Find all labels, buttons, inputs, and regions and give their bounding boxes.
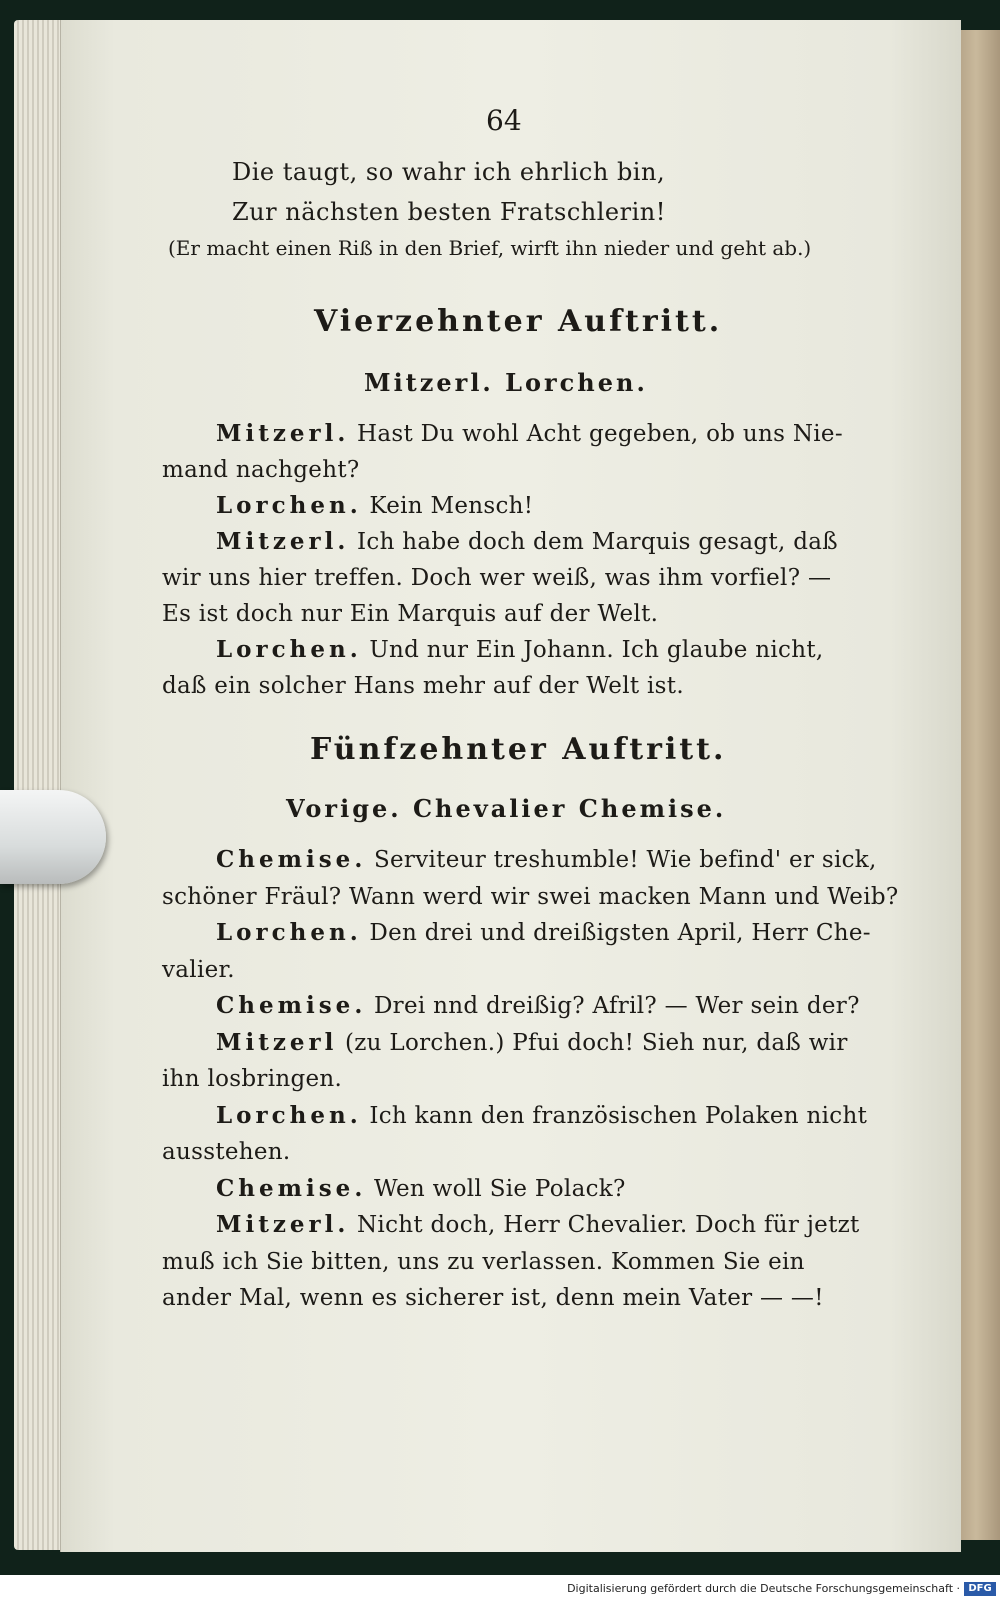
dialogue-line: [216, 1102, 867, 1129]
dialogue-text: Es ist doch nur Ein Marquis auf der Welt.: [162, 601, 659, 627]
dialogue-line: [216, 528, 838, 555]
dialogue-text: schöner Fräul? Wann werd wir swei macken Mann und Weib?: [162, 883, 899, 910]
speaker-name: Mitzerl.: [216, 1211, 350, 1238]
dialogue-line: [162, 1065, 342, 1092]
dialogue-text: (zu Lorchen.) Pfui doch! Sieh nur, daß wir: [337, 1029, 848, 1056]
dialogue-line: [162, 1284, 824, 1311]
speaker-name: Mitzerl.: [216, 528, 350, 555]
footer-credit: Digitalisierung gefördert durch die Deutsche Forschungsgemeinschaft ·: [567, 1582, 960, 1595]
dialogue-text: Hast Du wohl Acht gegeben, ob uns Nie-: [349, 421, 843, 447]
speaker-name: Lorchen.: [216, 636, 362, 663]
dialogue-line: [162, 456, 360, 483]
dialogue-text: Ich kann den französischen Polaken nicht: [361, 1102, 868, 1129]
scene-14-cast: Mitzerl. Lorchen.: [364, 368, 648, 397]
speaker-name: Mitzerl.: [216, 420, 350, 447]
speaker-name: Mitzerl: [216, 1028, 338, 1056]
scene-15-heading: Fünfzehnter Auftritt.: [310, 732, 727, 767]
dialogue-text: muß ich Sie bitten, uns zu verlassen. Kommen Sie ein: [162, 1248, 805, 1275]
dialogue-text: ander Mal, wenn es sicherer ist, denn mein Vater — —!: [162, 1285, 824, 1311]
dialogue-line: [216, 492, 533, 519]
speaker-name: Lorchen.: [216, 492, 362, 519]
verse-line-2: Zur nächsten besten Fratschlerin!: [232, 198, 666, 226]
dialogue-text: ihn losbringen.: [162, 1066, 343, 1092]
dialogue-line: [216, 1211, 860, 1238]
dialogue-text: daß ein solcher Hans mehr auf der Welt ist.: [162, 673, 684, 699]
page-number: 64: [486, 104, 522, 137]
dialogue-line: [216, 636, 823, 663]
dialogue-line: [162, 1138, 291, 1165]
dialogue-text: Kein Mensch!: [361, 493, 534, 519]
dialogue-text: wir uns hier treffen. Doch wer weiß, was ihm vorfiel? —: [162, 565, 832, 591]
dialogue-line: [216, 919, 871, 946]
dialogue-line: [216, 1029, 848, 1056]
dialogue-text: ausstehen.: [162, 1139, 291, 1165]
footer-bar: [0, 1575, 1000, 1605]
dialogue-line: [162, 600, 658, 627]
dialogue-line: [162, 1248, 805, 1275]
dialogue-text: valier.: [162, 956, 235, 983]
dialogue-text: Wen woll Sie Polack?: [366, 1175, 626, 1202]
page-clip: [0, 790, 106, 884]
dialogue-line: [162, 883, 899, 910]
verse-line-1: Die taugt, so wahr ich ehrlich bin,: [232, 158, 666, 186]
dialogue-text: Nicht doch, Herr Chevalier. Doch für jetzt: [349, 1212, 860, 1238]
dialogue-line: [162, 672, 684, 699]
dialogue-text: Serviteur treshumble! Wie befind' er sick,: [366, 847, 877, 873]
dialogue-line: [216, 992, 860, 1019]
scene-14-heading: Vierzehnter Auftritt.: [314, 304, 723, 339]
stage-direction: (Er macht einen Riß in den Brief, wirft ihn nieder und geht ab.): [168, 236, 812, 260]
dialogue-text: Ich habe doch dem Marquis gesagt, daß: [349, 529, 838, 555]
speaker-name: Chemise.: [216, 992, 367, 1019]
speaker-name: Chemise.: [216, 1174, 367, 1202]
dialogue-line: [216, 1175, 626, 1202]
dialogue-line: [216, 846, 877, 873]
scene-15-cast: Vorige. Chevalier Chemise.: [286, 794, 727, 823]
dialogue-text: mand nachgeht?: [162, 457, 360, 483]
facing-page-edge: [960, 30, 1000, 1540]
speaker-name: Chemise.: [216, 846, 367, 873]
dialogue-text: Und nur Ein Johann. Ich glaube nicht,: [361, 637, 824, 663]
speaker-name: Lorchen.: [216, 919, 362, 946]
dialogue-text: Drei nnd dreißig? Afril? — Wer sein der?: [366, 993, 860, 1019]
dialogue-line: [216, 420, 843, 447]
dialogue-line: [162, 564, 831, 591]
dialogue-line: [162, 956, 235, 983]
dialogue-text: Den drei und dreißigsten April, Herr Che-: [361, 920, 871, 946]
dfg-logo: DFG: [964, 1582, 996, 1596]
speaker-name: Lorchen.: [216, 1101, 362, 1129]
